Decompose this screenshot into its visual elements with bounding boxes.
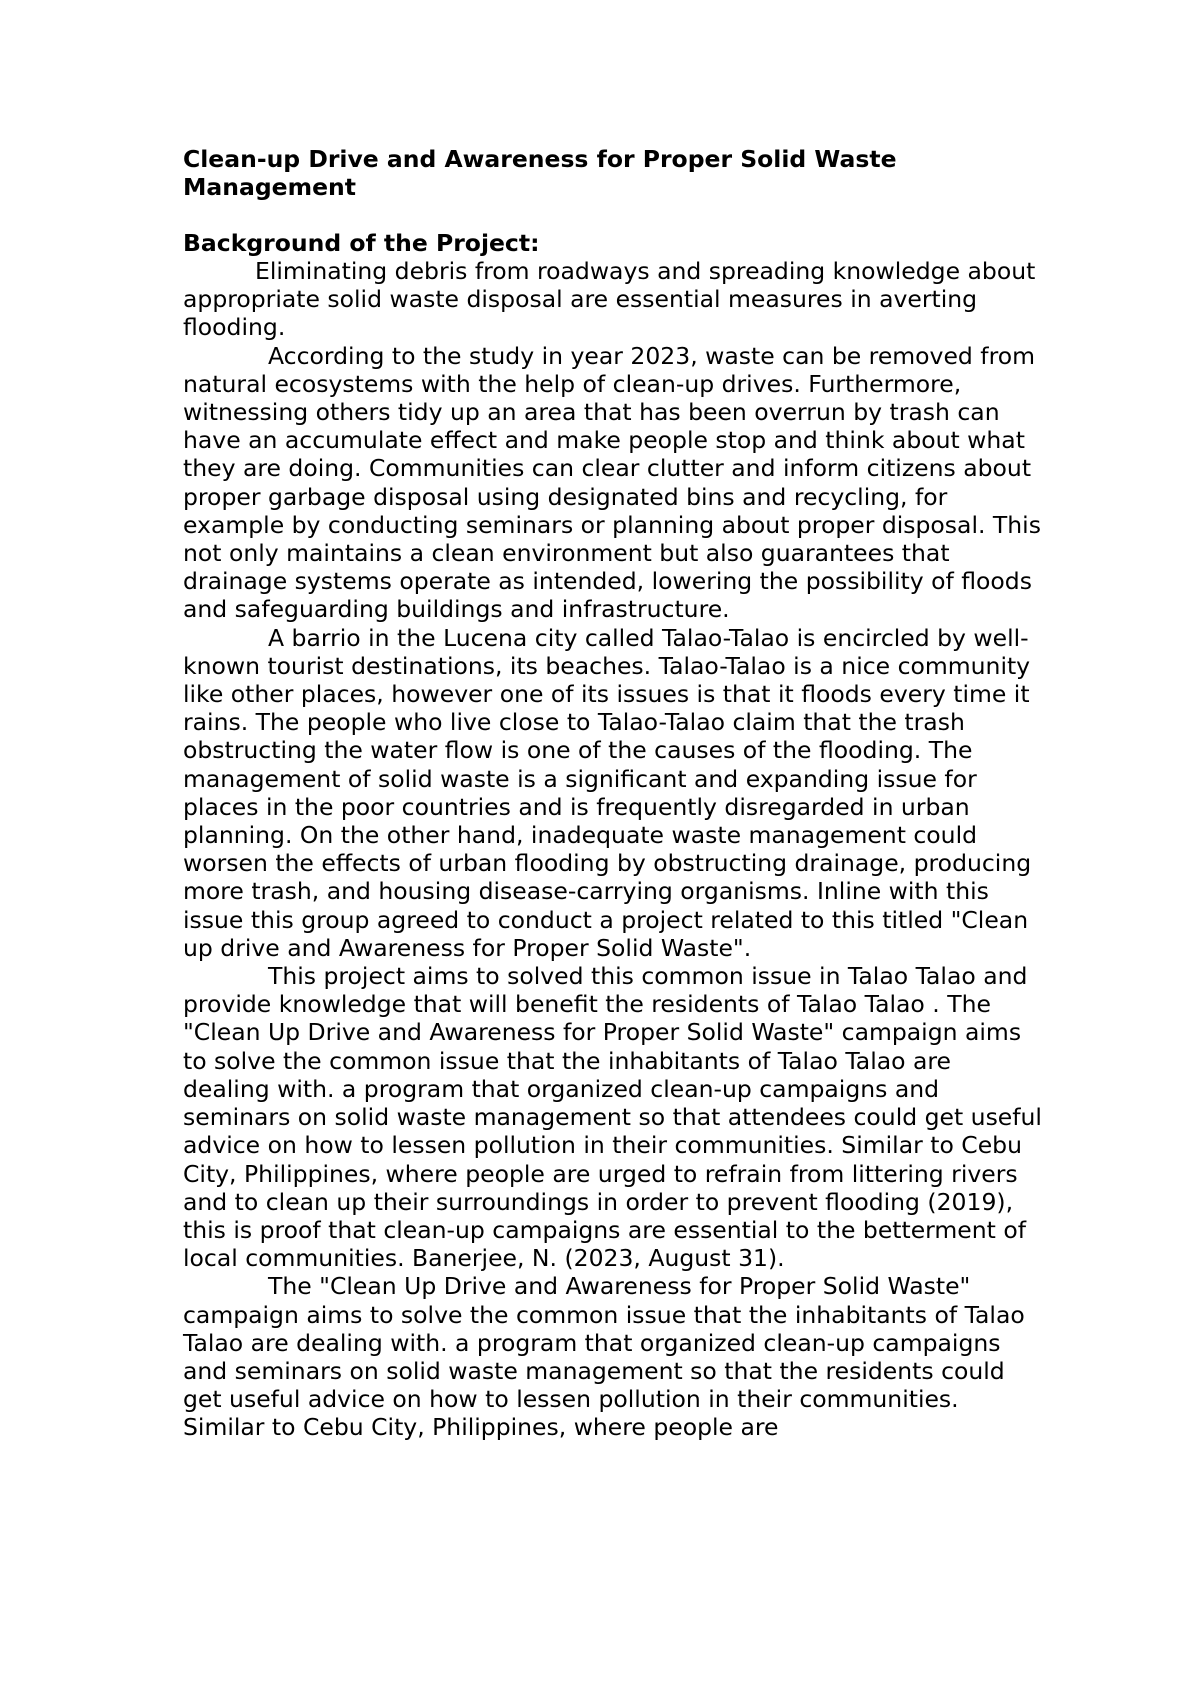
document-body [183,145,1045,1442]
paragraph-1: Eliminating debris from roadways and spreading knowledge about appropriate solid waste disposal are essential measures in averting flooding. [183,257,1036,342]
paragraph-3: A barrio in the Lucena city called Talao-Talao is encircled by well-known tourist destinations, its beaches. Talao-Talao is a nice community like other places, however one of its issues is that it floods every time it rains. The people who live close to Talao-Talao claim that the trash obstructing the water flow is one of the causes of the flooding. The management of solid waste is a significant and expanding issue for places in the poor countries and is frequently disregarded in urban planning. On the other hand, inadequate waste management could worsen the effects of urban flooding by obstructing drainage, producing more trash, and housing disease-carrying organisms. Inline with this issue this group agreed to conduct a project related to this titled "Clean up drive and Awareness for Proper Solid Waste". [183,623,1032,962]
document-title: Clean-up Drive and Awareness for Proper Solid Waste Management [183,145,897,201]
section-heading: Background of the Project: [183,229,540,257]
paragraph-4: This project aims to solved this common issue in Talao Talao and provide knowledge that will benefit the residents of Talao Talao . The "Clean Up Drive and Awareness for Proper Solid Waste" campaign aims to solve the common issue that the inhabitants of Talao Talao are dealing with. a program that organized clean-up campaigns and seminars on solid waste management so that attendees could get useful advice on how to lessen pollution in their communities. Similar to Cebu City, Philippines, where people are urged to refrain from littering rivers and to clean up their surroundings in order to prevent flooding (2019), this is proof that clean-up campaigns are essential to the betterment of local communities. Banerjee, N. (2023, August 31). [183,962,1042,1273]
paragraph-2: According to the study in year 2023, waste can be removed from natural ecosystems with the help of clean-up drives. Furthermore, witnessing others tidy up an area that has been overrun by trash can have an accumulate effect and make people stop and think about what they are doing. Communities can clear clutter and inform citizens about proper garbage disposal using designated bins and recycling, for example by conducting seminars or planning about proper disposal. This not only maintains a clean environment but also guarantees that drainage systems operate as intended, lowering the possibility of floods and safeguarding buildings and infrastructure. [183,341,1041,624]
paragraph-5: The "Clean Up Drive and Awareness for Proper Solid Waste" campaign aims to solve the common issue that the inhabitants of Talao Talao are dealing with. a program that organized clean-up campaigns and seminars on solid waste management so that the residents could get useful advice on how to lessen pollution in their communities. Similar to Cebu City, Philippines, where people are [183,1272,1025,1442]
